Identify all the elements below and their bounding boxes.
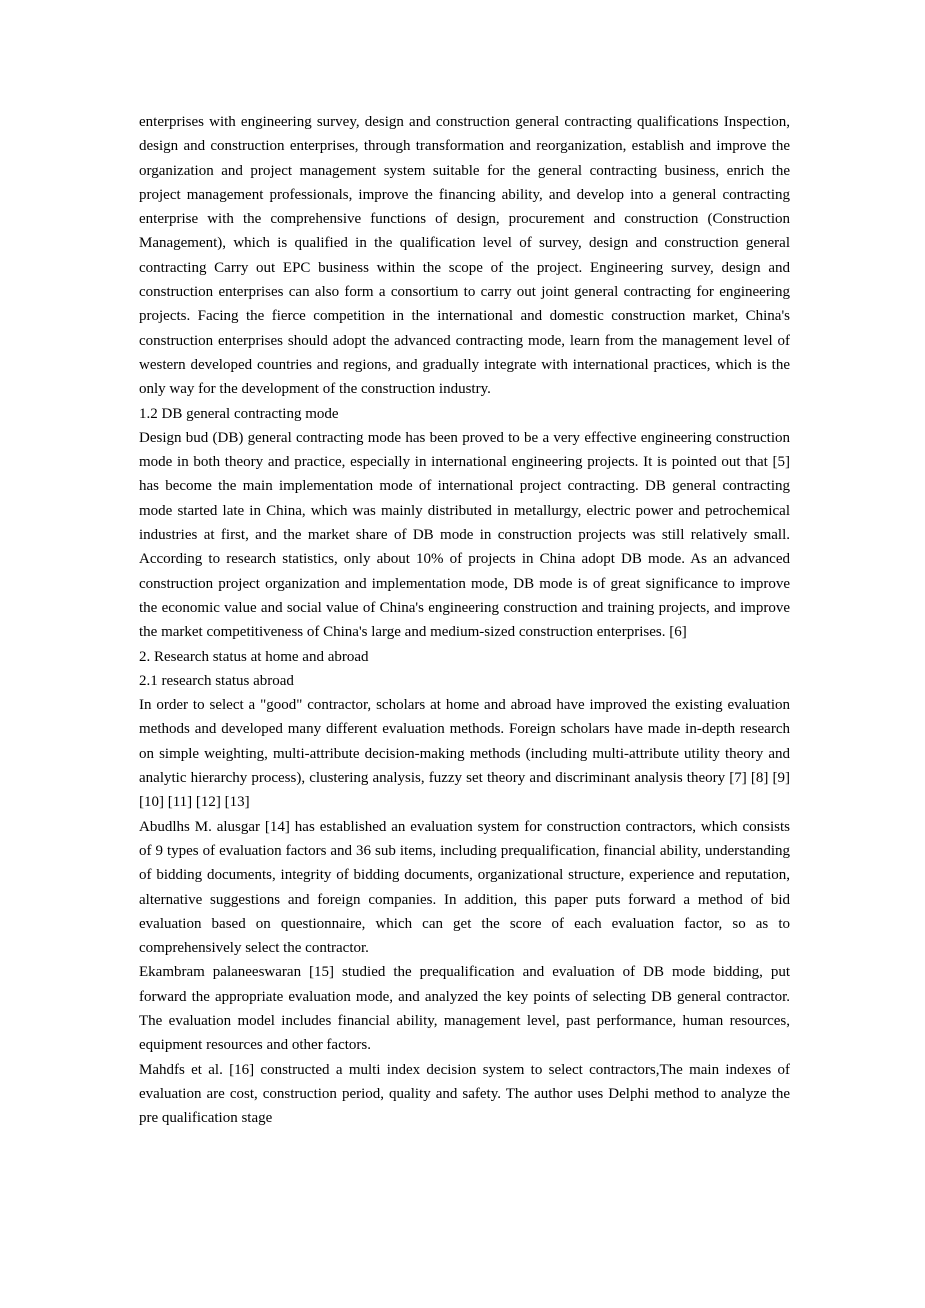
section-heading-2-1-research-abroad: 2.1 research status abroad — [139, 672, 294, 689]
body-paragraph-db-mode: Design bud (DB) general contracting mode has been proved to be a very effective engineering construction mode in both theory and practice, especially in international engineering projects. It is pointed out that [5] has become the main implementation mode of international project contracting. DB general contracting mode started late in China, which was mainly distributed in metallurgy, electric power and petrochemical industries at first, and the market share of DB mode in construction projects was still relatively small. According to research statistics, only about 10% of projects in China adopt DB mode. As an advanced construction project organization and implementation mode, DB mode is of great significance to improve the economic value and social value of China's engineering construction and training projects, and improve the market competitiveness of China's large and medium-sized construction enterprises. [6] — [139, 429, 790, 641]
body-paragraph-epc-contracting: enterprises with engineering survey, design and construction general contracting qualifications Inspection, design and construction enterprises, through transformation and reorganization, establish and improve the organization and project management system suitable for the general contracting business, enrich the project management professionals, improve the financing ability, and develop into a general contracting enterprise with the comprehensive functions of design, procurement and construction (Construction Management), which is qualified in the qualification level of survey, design and construction general contracting Carry out EPC business within the scope of the project. Engineering survey, design and construction enterprises can also form a consortium to carry out joint general contracting for engineering projects. Facing the fierce competition in the international and domestic construction market, China's construction enterprises should adopt the advanced contracting mode, learn from the management level of western developed countries and regions, and gradually integrate with international practices, which is the only way for the development of the construction industry. — [139, 114, 790, 398]
body-paragraph-evaluation-methods: In order to select a "good" contractor, scholars at home and abroad have improved the existing evaluation methods and developed many different evaluation methods. Foreign scholars have made in-depth research on simple weighting, multi-attribute decision-making methods (including multi-attribute utility theory and analytic hierarchy process), clustering analysis, fuzzy set theory and discriminant analysis theory [7] [8] [9] [10] [11] [12] [13] — [139, 697, 790, 811]
body-paragraph-alusgar-system: Abudlhs M. alusgar [14] has established an evaluation system for construction contractors, which consists of 9 types of evaluation factors and 36 sub items, including prequalification, financial ability, understanding of bidding documents, integrity of bidding documents, organizational structure, experience and reputation, alternative suggestions and foreign companies. In addition, this paper puts forward a method of bid evaluation based on questionnaire, which can get the score of each evaluation factor, so as to comprehensively select the contractor. — [139, 818, 790, 957]
body-paragraph-mahdfs-decision-system: Mahdfs et al. [16] constructed a multi index decision system to select contractors,The main indexes of evaluation are cost, construction period, quality and safety. The author uses Delphi method to analyze the pre qualification stage — [139, 1061, 790, 1127]
section-heading-2-research-status: 2. Research status at home and abroad — [139, 648, 369, 665]
body-paragraph-palaneeswaran-study: Ekambram palaneeswaran [15] studied the prequalification and evaluation of DB mode bidding, put forward the appropriate evaluation mode, and analyzed the key points of selecting DB general contractor. The evaluation model includes financial ability, management level, past performance, human resources, equipment resources and other factors. — [139, 964, 790, 1054]
section-heading-1-2-db-mode: 1.2 DB general contracting mode — [139, 405, 339, 422]
